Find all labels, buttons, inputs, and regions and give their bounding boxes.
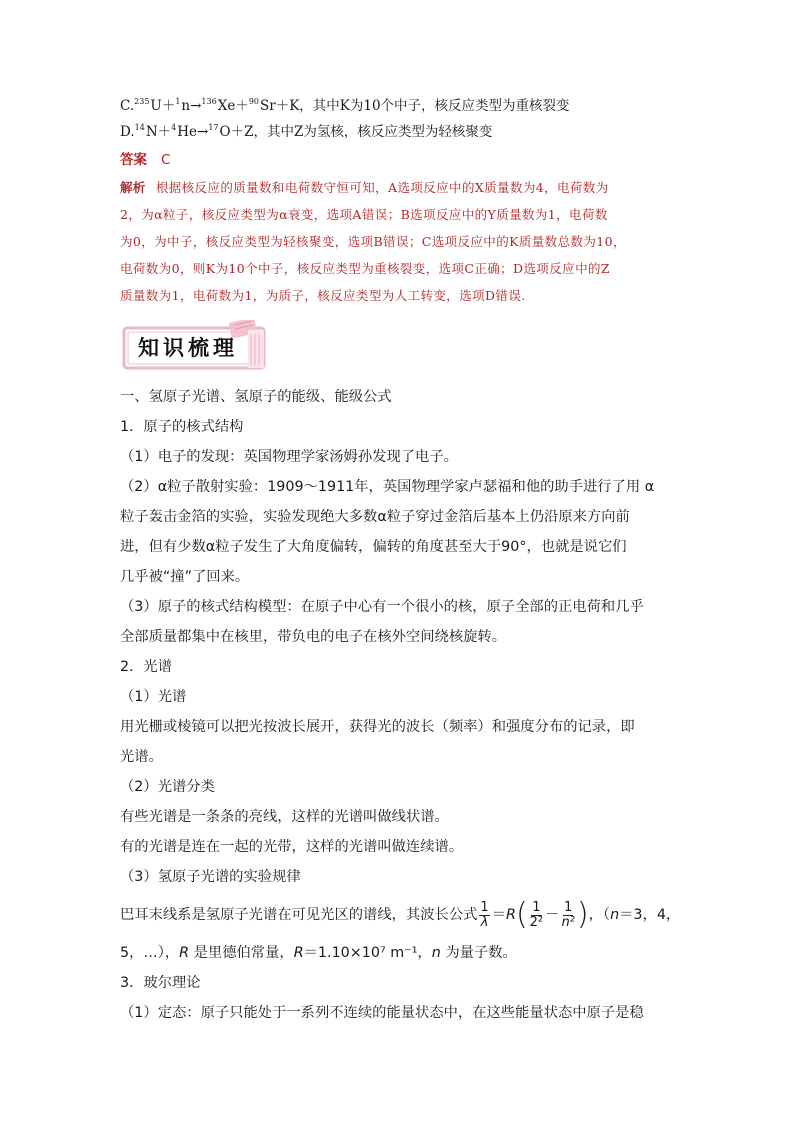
solution-line-5: 质量数为1，电荷数为1，为质子，核反应类型为人工转变，选项D错误. — [120, 288, 526, 303]
balmer-line-2 — [120, 938, 680, 968]
formula-left-paren: ( — [515, 897, 528, 932]
para-hydrogen-rule: （3）氢原子光谱的实验规律 — [120, 869, 301, 885]
option-d-mass-3: 17 — [208, 123, 219, 132]
heading-3: 3．玻尔理论 — [120, 975, 201, 991]
para-stationary-state: （1）定态：原子只能处于一系列不连续的能量状态中，在这些能量状态中原子是稳 — [120, 1005, 644, 1021]
balmer-text: 巴耳末线系是氢原子光谱在可见光区的谱线，其波长公式 — [120, 907, 478, 923]
formula-right-paren: ) — [576, 897, 589, 932]
option-c-mass-4: 90 — [248, 97, 259, 106]
solution-line-3: 为0，为中子，核反应类型为轻核聚变，选项B错误；C选项反应中的K质量数总数为10， — [120, 234, 626, 249]
balmer-line2-d: 为量子数。 — [440, 945, 517, 961]
banner-title: 知识梳理 — [138, 335, 238, 360]
option-c-plus-1: ＋ — [161, 98, 176, 114]
balmer-line2-c: ＝1.10×10⁷ m⁻¹， — [303, 945, 432, 961]
solution-line-4: 电荷数为0，则K为10个中子，核反应类型为重核裂变，选项C正确；D选项反应中的Z — [120, 261, 610, 276]
option-d-mass-1: 14 — [134, 123, 145, 132]
balmer-after-1: ，（ — [588, 907, 611, 923]
formula-frac1-num: 1 — [532, 899, 541, 915]
answer-line — [120, 150, 170, 170]
para-spectrum-2: 光谱。 — [120, 749, 163, 765]
option-c-prefix: C. — [120, 98, 135, 114]
formula-equals: ＝ — [491, 907, 506, 923]
formula-r: R — [506, 907, 516, 923]
option-d-symbol-1: N — [145, 124, 158, 140]
answer-label: 答案 — [120, 152, 147, 168]
answer-value: C — [161, 152, 171, 168]
heading-2: 2．光谱 — [120, 659, 172, 675]
formula-minus: － — [545, 907, 560, 923]
option-d-symbol-2: He — [177, 124, 197, 140]
solution-block — [120, 174, 676, 309]
option-c-plus-2: ＋ — [235, 98, 249, 114]
balmer-n: n — [610, 907, 620, 923]
para-model-2: 全部质量都集中在核里，带负电的电子在核外空间绕核旋转。 — [120, 629, 507, 645]
formula-numerator: 1 — [480, 899, 489, 915]
para-classification: （2）光谱分类 — [120, 779, 215, 795]
para-line-spectrum: 有些光谱是一条条的亮线，这样的光谱叫做线状谱。 — [120, 809, 449, 825]
balmer-formula — [477, 892, 588, 938]
option-c — [120, 96, 570, 118]
option-d — [120, 122, 492, 144]
para-electron: （1）电子的发现：英国物理学家汤姆孙发现了电子。 — [120, 449, 458, 465]
para-spectrum-title: （1）光谱 — [120, 689, 187, 705]
solution-line-2: 2，为α粒子，核反应类型为α衰变，选项A错误；B选项反应中的Y质量数为1，电荷数 — [120, 207, 608, 222]
option-d-plus-1: ＋ — [157, 124, 172, 140]
para-alpha-1: （2）α粒子散射实验：1909～1911年，英国物理学家卢瑟福和他的助手进行了用 α — [120, 479, 655, 495]
option-d-prefix: D. — [120, 124, 135, 140]
balmer-line2-n: n — [431, 945, 441, 961]
option-c-symbol-3: Xe — [217, 98, 236, 114]
heading-1: 1．原子的核式结构 — [120, 419, 244, 435]
option-c-text: ＋K，其中K为10个中子，核反应类型为重核裂变 — [275, 98, 570, 114]
para-alpha-2: 粒子轰击金箔的实验，实验发现绝大多数α粒子穿过金箔后基本上仍沿原来方向前 — [120, 509, 630, 525]
para-alpha-3: 进，但有少数α粒子发生了大角度偏转，偏转的角度甚至大于90°，也就是说它们 — [120, 539, 627, 555]
solution-text-1: 根据核反应的质量数和电荷数守恒可知，A选项反应中的X质量数为4，电荷数为 — [155, 180, 609, 195]
option-c-mass-3: 136 — [201, 97, 217, 106]
solution-label: 解析 — [120, 180, 146, 195]
option-c-arrow: → — [190, 98, 202, 114]
formula-frac2-num: 1 — [564, 899, 573, 915]
option-d-symbol-3: O — [219, 124, 231, 140]
para-alpha-4: 几乎被“撞”了回来。 — [120, 569, 250, 585]
option-d-arrow: → — [197, 124, 209, 140]
formula-frac1-den: 2² — [529, 914, 544, 930]
option-d-mass-2: 4 — [171, 123, 177, 132]
balmer-after-2: ＝3，4， — [619, 907, 681, 923]
content-body — [120, 382, 680, 1028]
formula-frac2-den: n² — [561, 914, 575, 930]
para-continuous-spectrum: 有的光谱是连在一起的光带，这样的光谱叫做连续谱。 — [120, 839, 464, 855]
para-model-1: （3）原子的核式结构模型：在原子中心有一个很小的核，原子全部的正电荷和几乎 — [120, 599, 644, 615]
option-c-mass-1: 235 — [134, 97, 150, 106]
option-c-symbol-4: Sr — [260, 98, 276, 114]
option-c-symbol-2: n — [181, 98, 191, 114]
balmer-line2-b: 是里德伯常量， — [189, 945, 294, 961]
balmer-formula-line — [120, 892, 680, 938]
option-c-mass-2: 1 — [175, 97, 181, 106]
section-heading: 一、氢原子光谱、氢原子的能级、能级公式 — [120, 389, 392, 405]
formula-lambda: λ — [480, 914, 489, 930]
para-spectrum-1: 用光栅或棱镜可以把光按波长展开，获得光的波长（频率）和强度分布的记录，即 — [120, 719, 635, 735]
solution-line-1 — [120, 174, 676, 201]
option-c-symbol-1: U — [150, 98, 162, 114]
option-d-text: ＋Z，其中Z为氢核，核反应类型为轻核聚变 — [230, 124, 493, 140]
balmer-line2-r: R — [179, 945, 190, 961]
balmer-line2-a: 5，…）， — [120, 945, 180, 961]
balmer-line2-r2: R — [293, 945, 304, 961]
knowledge-banner — [120, 320, 270, 372]
